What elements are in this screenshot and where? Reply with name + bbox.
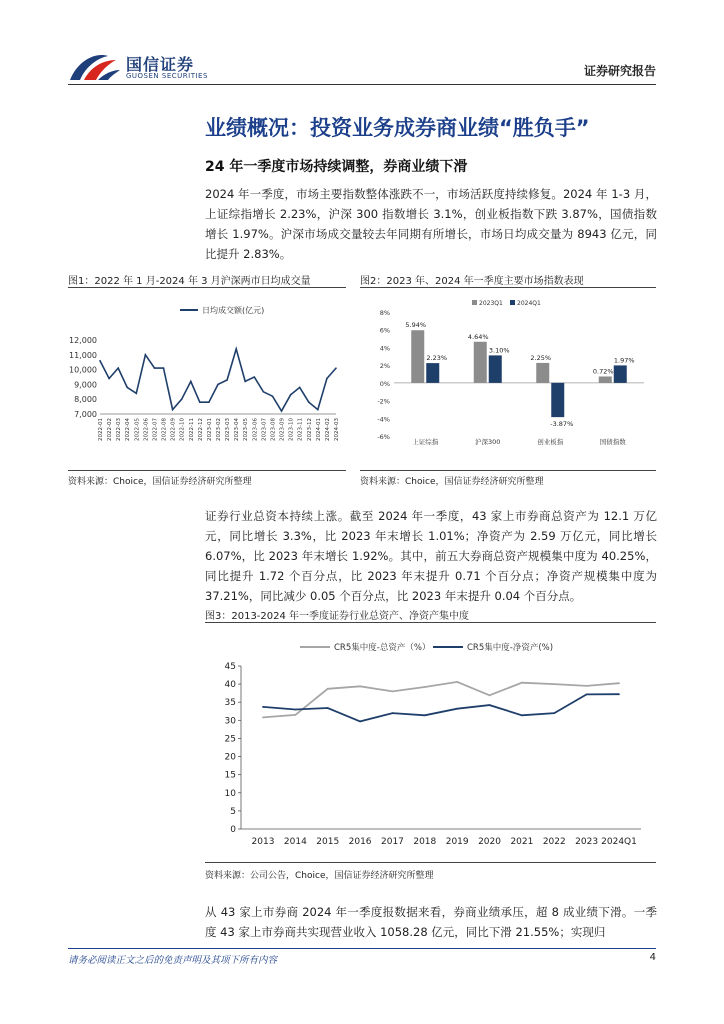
paragraph-industry-capital: 证券行业总资本持续上涨。截至 2024 年一季度，43 家上市券商总资产为 12.1 万亿元，同比增长 3.3%，比 2023 年末增长 1.01%；净资产为 2.59 万亿元，同比增长 6.07%，比 2023 年末增长 1.92%。其中，前五大券商总资产规模集中度为 40.25%，同比提升 1.72 个百分点，比 2023 年末提升 0.71 个百分点；净资产规模集中度为 37.21%，同比减少 0.05 个百分点，比 2023 年末提升 0.04 个百分点。 <box>205 509 657 603</box>
x-tick-label: 沪深300 <box>475 438 501 446</box>
series-line <box>100 349 336 411</box>
figure3-source: 资料来源：公司公告，Choice，国信证券经济研究所整理 <box>205 871 434 881</box>
x-tick-label: 2022-07 <box>152 418 159 441</box>
legend-label: CR5集中度-净资产(%) <box>467 643 554 653</box>
y-tick-label: 40 <box>224 680 236 691</box>
sub-heading: 24 年一季度市场持续调整，券商业绩下滑 <box>205 159 468 175</box>
data-point <box>553 683 555 685</box>
data-point <box>181 398 183 400</box>
data-point <box>553 712 555 714</box>
y-tick-label: 20 <box>224 752 236 763</box>
data-point <box>618 682 620 684</box>
data-point <box>172 409 174 411</box>
y-tick-label: 4% <box>379 344 390 353</box>
y-tick-label: 25 <box>224 734 236 745</box>
data-point <box>308 401 310 403</box>
data-label: 2.25% <box>530 353 552 362</box>
footer-divider <box>68 948 656 949</box>
x-tick-label: 创业板指 <box>537 438 564 446</box>
data-point <box>521 682 523 684</box>
x-tick-label: 2023-09 <box>279 418 286 441</box>
x-tick-label: 2024-02 <box>324 418 331 441</box>
data-label: 5.94% <box>405 321 427 330</box>
y-tick-label: 0 <box>230 825 236 835</box>
data-point <box>290 394 292 396</box>
data-point <box>424 714 426 716</box>
data-point <box>359 721 361 723</box>
figure1-title: 图1：2022 年 1 月-2024 年 3 月沪深两市日均成交量 <box>68 276 311 287</box>
figure1-chart <box>68 290 346 468</box>
x-tick-label: 2016 <box>348 837 372 847</box>
figure3-bottom-rule <box>205 862 656 863</box>
data-point <box>456 681 458 683</box>
bar <box>411 330 424 383</box>
data-point <box>489 704 491 706</box>
data-point <box>327 707 329 709</box>
legend-label: 2024Q1 <box>517 300 541 307</box>
x-tick-label: 2020 <box>478 837 501 847</box>
x-tick-label: 2013 <box>251 837 275 847</box>
data-point <box>136 392 138 394</box>
data-point <box>117 367 119 369</box>
data-label: 0.72% <box>592 367 614 376</box>
x-tick-label: 2023-06 <box>252 418 259 441</box>
bar <box>536 363 549 383</box>
data-point <box>99 360 101 362</box>
figure3-chart <box>205 630 656 855</box>
x-tick-label: 2022-02 <box>107 418 114 441</box>
footer-disclaimer: 请务必阅读正文之后的免责声明及其项下所有内容 <box>68 955 278 966</box>
data-point <box>226 379 228 381</box>
x-tick-label: 2024-03 <box>334 418 340 441</box>
data-point <box>618 693 620 695</box>
data-point <box>456 708 458 710</box>
data-point <box>317 409 319 411</box>
x-tick-label: 2022-03 <box>116 418 123 441</box>
x-tick-label: 2022-08 <box>161 418 168 441</box>
legend-swatch <box>472 300 477 305</box>
y-tick-label: 10,000 <box>69 365 97 375</box>
x-tick-label: 2022-12 <box>197 418 204 441</box>
figure1-top-rule <box>68 287 346 288</box>
x-tick-label: 上证综指 <box>412 438 439 446</box>
data-point <box>326 378 328 380</box>
logo-text-en: GUOSEN SECURITIES <box>126 72 208 80</box>
x-tick-label: 2022 <box>542 837 566 847</box>
data-point <box>392 712 394 714</box>
data-point <box>294 714 296 716</box>
section-title: 业绩概况：投资业务成券商业绩“胜负手” <box>205 116 590 140</box>
bar <box>426 363 439 383</box>
data-point <box>262 717 264 719</box>
y-tick-label: 2% <box>379 362 390 371</box>
figure2-top-rule <box>360 287 656 288</box>
report-type-label: 证券研究报告 <box>583 64 656 78</box>
figure3-top-rule <box>205 622 656 623</box>
x-tick-label: 2024Q1 <box>601 837 637 847</box>
figure1-source: 资料来源：Choice，国信证券经济研究所整理 <box>68 477 252 487</box>
bar <box>489 355 502 382</box>
data-point <box>335 367 337 369</box>
legend-swatch <box>510 300 515 305</box>
data-point <box>190 381 192 383</box>
data-label: 3.10% <box>488 346 510 355</box>
data-point <box>208 401 210 403</box>
data-point <box>392 690 394 692</box>
x-tick-label: 2023 <box>575 837 599 847</box>
data-point <box>217 384 219 386</box>
y-tick-label: 12,000 <box>69 336 97 345</box>
y-tick-label: 45 <box>224 662 236 672</box>
x-tick-label: 2019 <box>445 837 469 847</box>
figure2-source: 资料来源：Choice，国信证券经济研究所整理 <box>360 477 544 487</box>
data-point <box>244 381 246 383</box>
figure2-title: 图2：2023 年、2024 年一季度主要市场指数表现 <box>360 276 584 287</box>
x-tick-label: 2022-10 <box>179 418 186 441</box>
data-point <box>154 367 156 369</box>
y-tick-label: -4% <box>377 415 390 424</box>
data-point <box>281 410 283 412</box>
x-tick-label: 2022-04 <box>125 418 132 441</box>
data-point <box>294 709 296 711</box>
data-point <box>272 395 274 397</box>
paragraph-earnings: 从 43 家上市券商 2024 年一季度报数据来看，券商业绩承压，超 8 成业绩下滑。一季度 43 家上市券商共实现营业收入 1058.28 亿元，同比下滑 21.55%；实现归 <box>205 905 657 939</box>
figure2-bottom-rule <box>360 470 656 471</box>
legend-label: 日均成交额(亿元) <box>202 306 265 315</box>
x-tick-label: 2017 <box>381 837 404 847</box>
x-tick-label: 2023-07 <box>261 418 268 441</box>
data-point <box>263 391 265 393</box>
data-point <box>327 688 329 690</box>
x-tick-label: 2023-03 <box>225 418 232 441</box>
y-tick-label: 11,000 <box>69 350 97 360</box>
header-divider <box>68 84 656 85</box>
bar <box>614 365 627 382</box>
data-point <box>145 354 147 356</box>
data-point <box>586 693 588 695</box>
data-label: -3.87% <box>550 420 574 429</box>
data-label: 4.64% <box>467 332 489 341</box>
data-point <box>489 694 491 696</box>
x-tick-label: 2015 <box>316 837 340 847</box>
y-tick-label: 0% <box>379 379 390 388</box>
data-point <box>235 348 237 350</box>
y-tick-label: -6% <box>377 433 390 441</box>
x-tick-label: 2023-08 <box>270 418 277 441</box>
y-tick-label: 10 <box>224 788 236 799</box>
data-label: 2.23% <box>426 354 448 363</box>
data-point <box>521 714 523 716</box>
y-tick-label: 8,000 <box>74 395 97 405</box>
y-tick-label: 6% <box>379 326 390 335</box>
data-point <box>424 686 426 688</box>
x-tick-label: 2022-01 <box>98 418 104 441</box>
y-tick-label: 7,000 <box>74 410 97 419</box>
data-point <box>254 376 256 378</box>
data-point <box>586 685 588 687</box>
y-tick-label: 30 <box>224 716 236 727</box>
x-tick-label: 2023-12 <box>306 418 313 441</box>
y-tick-label: -2% <box>377 397 390 406</box>
x-tick-label: 2021 <box>510 837 534 847</box>
figure3-title: 图3：2013-2024 年一季度证券行业总资产、净资产集中度 <box>205 611 470 622</box>
x-tick-label: 2024-01 <box>315 418 322 441</box>
x-tick-label: 2022-11 <box>188 418 195 441</box>
data-point <box>108 378 110 380</box>
x-tick-label: 国债指数 <box>599 438 626 446</box>
bar <box>474 342 487 383</box>
bar <box>551 383 564 417</box>
x-tick-label: 2022-05 <box>134 418 141 441</box>
legend-label: 2023Q1 <box>479 300 503 307</box>
legend-label: CR5集中度-总资产（%） <box>334 643 431 653</box>
figure1-bottom-rule <box>68 470 346 471</box>
y-tick-label: 35 <box>224 698 236 709</box>
x-tick-label: 2023-05 <box>243 418 250 441</box>
y-tick-label: 15 <box>224 770 236 781</box>
x-tick-label: 2022-09 <box>170 418 177 441</box>
data-point <box>199 401 201 403</box>
data-point <box>262 706 264 708</box>
x-tick-label: 2023-04 <box>234 418 241 441</box>
bar <box>599 376 612 382</box>
x-tick-label: 2023-02 <box>216 418 222 441</box>
data-point <box>126 387 128 389</box>
x-tick-label: 2018 <box>413 837 437 847</box>
x-tick-label: 2023-01 <box>206 418 213 441</box>
data-label: 1.97% <box>613 356 635 365</box>
page-number: 4 <box>649 952 656 963</box>
guosen-logo-icon <box>68 50 122 84</box>
x-tick-label: 2023-11 <box>297 418 304 441</box>
x-tick-label: 2014 <box>283 837 307 847</box>
data-point <box>359 685 361 687</box>
y-tick-label: 8% <box>379 309 390 317</box>
data-point <box>163 367 165 369</box>
data-point <box>299 387 301 389</box>
y-tick-label: 9,000 <box>74 380 97 390</box>
y-tick-label: 5 <box>230 806 236 817</box>
logo-text-cn: 国信证券 <box>126 55 195 74</box>
x-tick-label: 2022-06 <box>143 418 150 441</box>
figure2-chart <box>360 290 656 468</box>
x-tick-label: 2023-10 <box>288 418 295 441</box>
paragraph-market-overview: 2024 年一季度，市场主要指数整体涨跌不一，市场活跃度持续修复。2024 年 1-3 月，上证综指增长 2.23%，沪深 300 指数增长 3.1%，创业板指数下跌 3.87%，国债指数增长 1.97%。沪深市场成交量较去年同期有所增长，市场日均成交量为 8943 亿元，同比提升 2.83%。 <box>205 187 657 261</box>
